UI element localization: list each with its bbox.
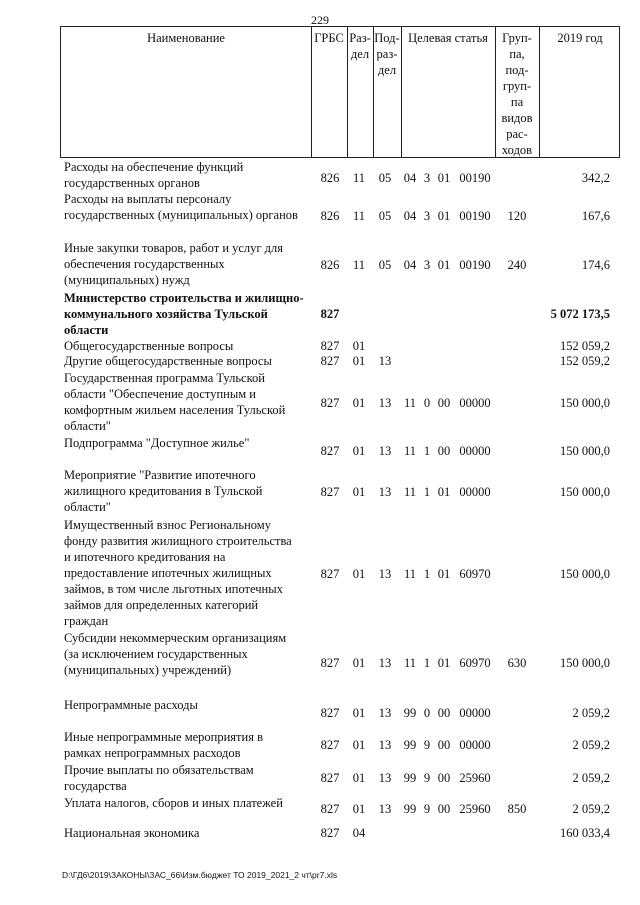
target-event-cell: 00	[437, 444, 451, 458]
target-subprogram-cell: 3	[423, 258, 431, 272]
row-name: Непрограммные расходы	[64, 698, 198, 712]
target-event-cell: 00	[437, 771, 451, 785]
razdel-cell: 04	[352, 826, 366, 840]
target-subprogram-cell: 3	[423, 171, 431, 185]
row-name: Прочие выплаты по обязательствам государства	[64, 763, 254, 793]
expense-group-cell: 630	[507, 656, 527, 670]
amount-cell: 150 000,0	[560, 656, 610, 670]
amount-cell: 2 059,2	[572, 802, 610, 816]
target-event-cell: 01	[437, 258, 451, 272]
row-name: Иные закупки товаров, работ и услуг для обеспечения государственных (муниципальных) нужд	[64, 241, 284, 287]
target-subprogram-cell: 1	[423, 444, 431, 458]
grbs-cell: 827	[320, 706, 340, 720]
target-program-cell: 11	[403, 396, 417, 410]
amount-cell: 5 072 173,5	[550, 307, 610, 321]
grbs-cell: 827	[320, 339, 340, 353]
grbs-cell: 827	[320, 802, 340, 816]
target-direction-cell: 00000	[459, 738, 491, 752]
target-program-cell: 99	[403, 706, 417, 720]
target-program-cell: 11	[403, 485, 417, 499]
target-direction-cell: 00190	[459, 171, 491, 185]
row-name: Имущественный взнос Региональному фонду развития жилищного строительства и ипотечного кредитования на предоставление ипотечных жилищных займов, в том числе льготных ипотечных займов для определенных категорий граждан	[64, 518, 292, 628]
page-number: 229	[311, 13, 329, 27]
podrazdel-cell: 13	[378, 771, 392, 785]
podrazdel-cell: 13	[378, 738, 392, 752]
amount-cell: 152 059,2	[560, 354, 610, 368]
target-program-cell: 11	[403, 656, 417, 670]
expense-group-cell: 120	[507, 209, 527, 223]
podrazdel-cell: 13	[378, 444, 392, 458]
podrazdel-cell: 05	[378, 171, 392, 185]
target-direction-cell: 00190	[459, 209, 491, 223]
razdel-cell: 01	[352, 339, 366, 353]
razdel-cell: 01	[352, 485, 366, 499]
amount-cell: 152 059,2	[560, 339, 610, 353]
razdel-cell: 01	[352, 802, 366, 816]
grbs-cell: 827	[320, 826, 340, 840]
grbs-cell: 827	[320, 656, 340, 670]
target-event-cell: 01	[437, 567, 451, 581]
razdel-cell: 01	[352, 354, 366, 368]
target-direction-cell: 00000	[459, 706, 491, 720]
expense-group-cell: 850	[507, 802, 527, 816]
target-program-cell: 99	[403, 771, 417, 785]
grbs-cell: 827	[320, 396, 340, 410]
grbs-cell: 827	[320, 567, 340, 581]
header-name: Наименование	[147, 31, 225, 45]
amount-cell: 2 059,2	[572, 706, 610, 720]
amount-cell: 150 000,0	[560, 567, 610, 581]
grbs-cell: 826	[320, 258, 340, 272]
target-event-cell: 00	[437, 706, 451, 720]
expense-group-cell: 240	[507, 258, 527, 272]
target-subprogram-cell: 1	[423, 656, 431, 670]
amount-cell: 150 000,0	[560, 396, 610, 410]
target-subprogram-cell: 9	[423, 771, 431, 785]
amount-cell: 2 059,2	[572, 738, 610, 752]
podrazdel-cell: 13	[378, 485, 392, 499]
target-program-cell: 04	[403, 209, 417, 223]
header-grbs: ГРБС	[314, 31, 344, 45]
razdel-cell: 01	[352, 738, 366, 752]
header-divider	[401, 27, 402, 157]
grbs-cell: 827	[320, 738, 340, 752]
row-name: Другие общегосударственные вопросы	[64, 354, 272, 368]
razdel-cell: 11	[352, 209, 366, 223]
amount-cell: 167,6	[581, 209, 610, 223]
grbs-cell: 827	[320, 444, 340, 458]
amount-cell: 150 000,0	[560, 444, 610, 458]
target-program-cell: 11	[403, 444, 417, 458]
grbs-cell: 827	[320, 771, 340, 785]
podrazdel-cell: 13	[378, 706, 392, 720]
target-program-cell: 04	[403, 171, 417, 185]
header-divider	[539, 27, 540, 157]
row-name: Расходы на обеспечение функций государственных органов	[64, 160, 244, 190]
row-name: Государственная программа Тульской области "Обеспечение доступным и комфортным жильем населения Тульской области"	[64, 371, 286, 433]
target-event-cell: 01	[437, 171, 451, 185]
row-name: Национальная экономика	[64, 826, 200, 840]
table-header	[60, 26, 620, 158]
target-direction-cell: 00000	[459, 396, 491, 410]
target-event-cell: 00	[437, 396, 451, 410]
razdel-cell: 01	[352, 444, 366, 458]
header-divider	[311, 27, 312, 157]
target-subprogram-cell: 0	[423, 706, 431, 720]
row-name: Уплата налогов, сборов и иных платежей	[64, 796, 283, 810]
razdel-cell: 11	[352, 258, 366, 272]
grbs-cell: 826	[320, 171, 340, 185]
podrazdel-cell: 05	[378, 258, 392, 272]
target-event-cell: 00	[437, 802, 451, 816]
target-direction-cell: 00000	[459, 444, 491, 458]
target-program-cell: 99	[403, 802, 417, 816]
row-name: Субсидии некоммерческим организациям (за исключением государственных (муниципальных) учреждений)	[64, 631, 287, 677]
target-subprogram-cell: 3	[423, 209, 431, 223]
target-subprogram-cell: 1	[423, 567, 431, 581]
podrazdel-cell: 13	[378, 802, 392, 816]
target-event-cell: 00	[437, 738, 451, 752]
row-name: Мероприятие "Развитие ипотечного жилищного кредитования в Тульской области"	[64, 468, 263, 514]
amount-cell: 150 000,0	[560, 485, 610, 499]
target-subprogram-cell: 1	[423, 485, 431, 499]
target-event-cell: 01	[437, 656, 451, 670]
podrazdel-cell: 13	[378, 396, 392, 410]
row-name: Подпрограмма "Доступное жилье"	[64, 436, 250, 450]
target-subprogram-cell: 9	[423, 738, 431, 752]
target-direction-cell: 25960	[459, 771, 491, 785]
podrazdel-cell: 05	[378, 209, 392, 223]
row-name: Министерство строительства и жилищно- коммунального хозяйства Тульской области	[64, 291, 304, 337]
amount-cell: 160 033,4	[560, 826, 610, 840]
target-event-cell: 01	[437, 485, 451, 499]
razdel-cell: 01	[352, 656, 366, 670]
target-program-cell: 99	[403, 738, 417, 752]
target-direction-cell: 60970	[459, 567, 491, 581]
file-path-footer: D:\ГД6\2019\ЗАКОНЫ\ЗАС_66\Изм.бюджет ТО 2019_2021_2 чт\pr7.xls	[62, 870, 338, 880]
podrazdel-cell: 13	[378, 567, 392, 581]
target-direction-cell: 25960	[459, 802, 491, 816]
grbs-cell: 826	[320, 209, 340, 223]
header-podrazdel: Под- раз- дел	[374, 31, 400, 77]
target-subprogram-cell: 9	[423, 802, 431, 816]
header-year: 2019 год	[557, 31, 603, 45]
target-program-cell: 11	[403, 567, 417, 581]
header-target: Целевая статья	[408, 31, 488, 45]
row-name: Общегосударственные вопросы	[64, 339, 234, 353]
row-name: Иные непрограммные мероприятия в рамках непрограммных расходов	[64, 730, 263, 760]
grbs-cell: 827	[320, 307, 340, 321]
amount-cell: 2 059,2	[572, 771, 610, 785]
grbs-cell: 827	[320, 354, 340, 368]
row-name: Расходы на выплаты персоналу государственных (муниципальных) органов	[64, 192, 298, 222]
target-subprogram-cell: 0	[423, 396, 431, 410]
razdel-cell: 01	[352, 567, 366, 581]
razdel-cell: 01	[352, 771, 366, 785]
podrazdel-cell: 13	[378, 354, 392, 368]
amount-cell: 342,2	[581, 171, 610, 185]
grbs-cell: 827	[320, 485, 340, 499]
target-direction-cell: 00190	[459, 258, 491, 272]
razdel-cell: 01	[352, 706, 366, 720]
razdel-cell: 11	[352, 171, 366, 185]
target-direction-cell: 00000	[459, 485, 491, 499]
target-program-cell: 04	[403, 258, 417, 272]
header-razdel: Раз- дел	[349, 31, 371, 61]
razdel-cell: 01	[352, 396, 366, 410]
amount-cell: 174,6	[581, 258, 610, 272]
target-direction-cell: 60970	[459, 656, 491, 670]
header-group: Груп- па, под- груп- па видов рас- ходов	[501, 31, 533, 157]
target-event-cell: 01	[437, 209, 451, 223]
podrazdel-cell: 13	[378, 656, 392, 670]
